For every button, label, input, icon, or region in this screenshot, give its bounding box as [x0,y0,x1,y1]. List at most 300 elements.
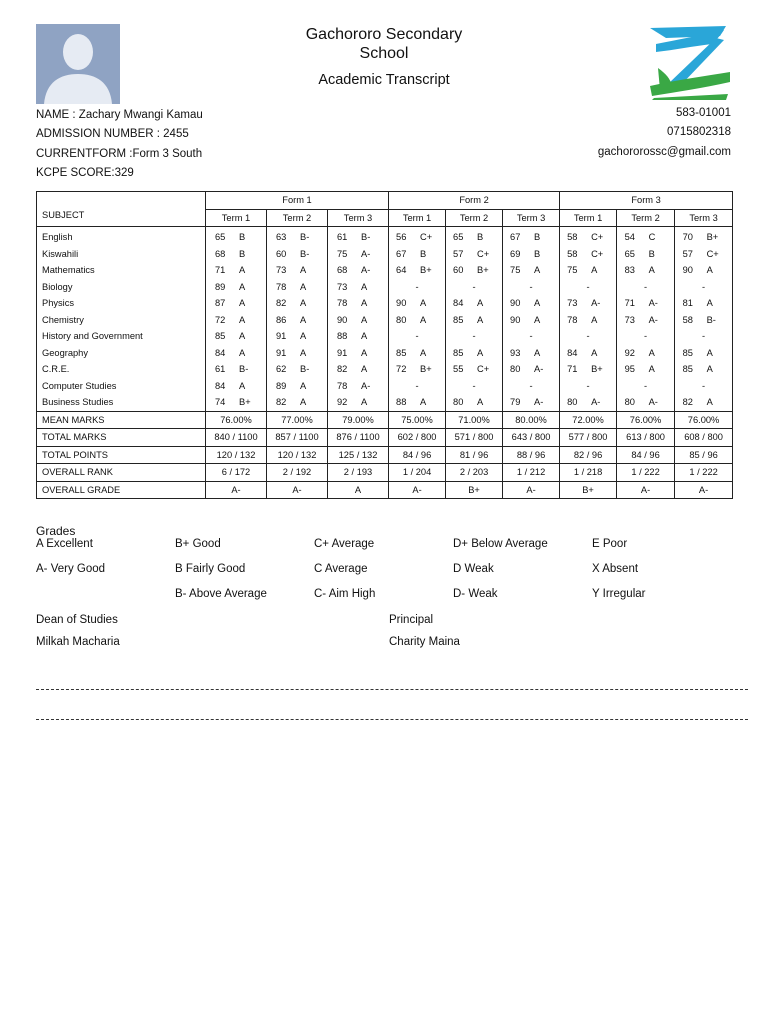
score-cell [267,262,328,279]
score-cell [206,227,267,246]
table-row [37,227,733,246]
legend-column [36,537,105,587]
table-row [37,394,733,411]
summary-label: TOTAL MARKS [37,429,206,447]
empty-mark: - [529,281,533,292]
table-row [37,246,733,263]
legend-column [453,537,548,612]
grade-value: A [706,364,713,375]
summary-row [37,446,733,464]
score-cell [267,345,328,362]
mark-value: 62 [276,364,287,375]
summary-value: 602 / 800 [389,429,446,447]
mark-value: 84 [215,380,226,391]
score-cell [206,262,267,279]
summary-value: 76.00% [617,411,675,429]
mark-value: 82 [337,364,348,375]
score-cell [503,394,560,411]
score-cell [328,227,389,246]
empty-mark: - [472,281,476,292]
score-cell [389,328,446,345]
subject-name: History and Government [37,328,206,345]
score-cell [675,227,733,246]
summary-value: 71.00% [446,411,503,429]
legend-item: X Absent [592,563,639,575]
mark-value: 75 [567,265,578,276]
grade-value: A [534,265,541,276]
empty-mark: - [472,331,476,342]
summary-value: 613 / 800 [617,429,675,447]
grade-value: A [591,314,598,325]
summary-value: 1 / 222 [617,464,675,482]
term-header: Term 3 [328,209,389,227]
mark-value: 84 [567,347,578,358]
mark-value: 58 [682,314,693,325]
mark-value: 85 [682,364,693,375]
score-cell [206,328,267,345]
grade-value: A [239,265,246,276]
legend-item: C+ Average [314,538,375,550]
mark-value: 89 [276,380,287,391]
grade-value: B+ [239,397,251,408]
table-row [37,328,733,345]
summary-value: 76.00% [675,411,733,429]
summary-value: 81 / 96 [446,446,503,464]
summary-label: OVERALL GRADE [37,481,206,499]
summary-row [37,429,733,447]
grade-value: B [477,232,484,243]
grade-value: A [239,380,246,391]
score-cell [446,279,503,296]
mark-value: 82 [276,397,287,408]
mark-value: 92 [624,347,635,358]
score-cell [446,312,503,329]
empty-mark: - [415,380,419,391]
mark-value: 89 [215,281,226,292]
summary-value: 2 / 192 [267,464,328,482]
empty-mark: - [702,331,706,342]
grade-value: B+ [706,232,719,243]
subject-name: Chemistry [37,312,206,329]
summary-value: 2 / 203 [446,464,503,482]
summary-value: 857 / 1100 [267,429,328,447]
score-cell [446,345,503,362]
table-row [37,378,733,395]
form-header: Form 1 [206,192,389,210]
mark-value: 61 [215,364,226,375]
principal-name: Charity Maina [389,636,460,648]
grade-value: A [534,347,541,358]
empty-mark: - [644,331,648,342]
grade-value: A [361,281,368,292]
score-cell [446,378,503,395]
grade-value: A- [361,380,371,391]
grade-value: B [534,248,541,259]
grade-value: A [239,314,246,325]
empty-mark: - [415,331,419,342]
score-cell [675,378,733,395]
summary-value: 643 / 800 [503,429,560,447]
score-cell [503,361,560,378]
grade-value: A [361,397,368,408]
summary-row [37,411,733,429]
page-title: Academic Transcript [318,72,450,88]
summary-value: 571 / 800 [446,429,503,447]
score-cell [267,361,328,378]
summary-value: 72.00% [560,411,617,429]
mark-value: 73 [276,265,287,276]
score-cell [503,378,560,395]
grade-value: B- [239,364,249,375]
score-cell [389,378,446,395]
summary-value: 84 / 96 [617,446,675,464]
summary-value: 84 / 96 [389,446,446,464]
form-header: Form 3 [560,192,733,210]
mark-value: 86 [276,314,287,325]
mark-value: 88 [337,331,348,342]
score-cell [560,361,617,378]
grade-value: B [534,232,541,243]
subject-name: C.R.E. [37,361,206,378]
mark-value: 93 [510,347,521,358]
mark-value: 78 [337,298,348,309]
grade-value: C+ [477,364,490,375]
mark-value: 71 [215,265,226,276]
mark-value: 80 [510,364,521,375]
grade-value: C+ [706,248,719,259]
score-cell [446,262,503,279]
score-cell [446,328,503,345]
summary-value: 1 / 222 [675,464,733,482]
summary-value: 88 / 96 [503,446,560,464]
empty-mark: - [644,281,648,292]
mark-value: 84 [453,298,464,309]
score-cell [389,312,446,329]
grade-value: A [420,314,427,325]
score-cell [389,394,446,411]
grade-value: A- [534,397,544,408]
score-cell [206,345,267,362]
dean-title: Dean of Studies [36,614,118,626]
score-cell [446,361,503,378]
summary-value: 1 / 212 [503,464,560,482]
school-name-line1: Gachororo Secondary [305,26,463,43]
score-cell [503,279,560,296]
score-cell [328,295,389,312]
score-cell [675,262,733,279]
school-logo [646,24,732,100]
summary-value: A [328,481,389,499]
summary-value: 6 / 172 [206,464,267,482]
subject-name: Business Studies [37,394,206,411]
mark-value: 65 [453,232,464,243]
grade-value: A- [591,298,601,309]
score-cell [446,394,503,411]
grade-value: B- [300,364,310,375]
grade-value: B+ [477,265,489,276]
summary-value: A- [675,481,733,499]
score-cell [617,361,675,378]
summary-value: 840 / 1100 [206,429,267,447]
score-cell [328,328,389,345]
mark-value: 55 [453,364,464,375]
mark-value: 64 [396,265,407,276]
results-table [36,191,733,499]
grade-value: A [300,397,307,408]
score-cell [503,227,560,246]
mark-value: 67 [396,248,407,259]
score-cell [560,227,617,246]
term-header: Term 1 [206,209,267,227]
summary-value: 125 / 132 [328,446,389,464]
summary-value: 85 / 96 [675,446,733,464]
score-cell [267,295,328,312]
term-header: Term 3 [675,209,733,227]
current-form: CURRENTFORM :Form 3 South [36,147,203,160]
grade-value: C+ [591,232,604,243]
grade-value: A [361,347,368,358]
mark-value: 87 [215,298,226,309]
summary-value: 1 / 218 [560,464,617,482]
summary-row [37,464,733,482]
score-cell [675,361,733,378]
school-name-line2: School [359,45,409,62]
mark-value: 80 [396,314,407,325]
summary-value: 120 / 132 [267,446,328,464]
legend-item: D Weak [453,563,494,575]
score-cell [328,262,389,279]
school-contact [598,104,731,162]
form-header: Form 2 [389,192,560,210]
grade-value: A [239,298,246,309]
empty-mark: - [472,380,476,391]
grade-value: B+ [420,265,432,276]
summary-value: 120 / 132 [206,446,267,464]
grade-value: A- [534,364,544,375]
grade-value: C+ [591,248,604,259]
summary-value: 608 / 800 [675,429,733,447]
score-cell [560,295,617,312]
score-cell [560,246,617,263]
score-cell [560,394,617,411]
mark-value: 57 [682,248,693,259]
score-cell [446,295,503,312]
summary-value: B+ [446,481,503,499]
mark-value: 75 [337,248,348,259]
score-cell [328,378,389,395]
mark-value: 72 [396,364,407,375]
grade-value: A [361,364,368,375]
score-cell [328,345,389,362]
term-header: Term 1 [560,209,617,227]
mark-value: 75 [510,265,521,276]
grade-value: B+ [591,364,603,375]
grade-value: B [239,248,246,259]
mark-value: 63 [276,232,287,243]
score-cell [328,312,389,329]
grade-value: A [477,347,484,358]
legend-item: B- Above Average [175,588,267,600]
score-cell [446,227,503,246]
score-cell [560,279,617,296]
term-header: Term 1 [389,209,446,227]
grade-value: A [648,347,655,358]
grade-value: A- [648,314,658,325]
grade-value: A [420,298,427,309]
mark-value: 85 [682,347,693,358]
mark-value: 95 [624,364,635,375]
score-cell [617,279,675,296]
mark-value: 61 [337,232,348,243]
grade-value: A [300,281,307,292]
score-cell [617,394,675,411]
divider-line [36,719,748,720]
empty-mark: - [644,380,648,391]
legend-item: B+ Good [175,538,221,550]
grade-value: C [648,232,656,243]
mark-value: 56 [396,232,407,243]
term-header: Term 2 [617,209,675,227]
student-name: NAME : Zachary Mwangi Kamau [36,109,203,121]
mark-value: 91 [276,331,287,342]
legend-column [314,537,375,612]
score-cell [206,295,267,312]
grade-value: A [706,397,713,408]
mark-value: 69 [510,248,521,259]
empty-mark: - [415,281,419,292]
legend-column [592,537,645,612]
legend-item: C Average [314,563,368,575]
term-header: Term 2 [267,209,328,227]
mark-value: 58 [567,232,578,243]
score-cell [560,378,617,395]
grade-value: B [648,248,655,259]
score-cell [560,345,617,362]
summary-value: 80.00% [503,411,560,429]
score-cell [503,345,560,362]
score-cell [617,227,675,246]
grade-value: A [648,265,655,276]
grade-value: C+ [477,248,490,259]
summary-value: 79.00% [328,411,389,429]
score-cell [617,246,675,263]
grade-value: A [239,347,246,358]
grade-value: A [361,314,368,325]
score-cell [675,279,733,296]
mark-value: 80 [624,397,635,408]
mark-value: 65 [215,232,226,243]
grade-value: A- [648,298,658,309]
table-row [37,345,733,362]
phone-number: 0715802318 [667,126,731,139]
summary-value: 75.00% [389,411,446,429]
score-cell [560,312,617,329]
summary-value: A- [267,481,328,499]
legend-item: C- Aim High [314,588,376,600]
score-cell [675,246,733,263]
grades-title: Grades [36,524,76,538]
grade-value: A [477,298,484,309]
subject-name: Physics [37,295,206,312]
grade-value: A- [648,397,658,408]
score-cell [675,345,733,362]
score-cell [389,295,446,312]
score-cell [267,279,328,296]
mark-value: 90 [396,298,407,309]
table-row [37,295,733,312]
grade-value: A [361,331,368,342]
mark-value: 68 [215,248,226,259]
summary-value: 1 / 204 [389,464,446,482]
mark-value: 68 [337,265,348,276]
table-row [37,361,733,378]
empty-mark: - [586,380,590,391]
score-cell [617,262,675,279]
mark-value: 90 [510,314,521,325]
legend-item: E Poor [592,538,628,550]
mark-value: 83 [624,265,635,276]
grade-value: B- [300,232,310,243]
mark-value: 67 [510,232,521,243]
empty-mark: - [702,380,706,391]
score-cell [389,279,446,296]
subject-name: English [37,227,206,246]
score-cell [389,345,446,362]
mark-value: 79 [510,397,521,408]
mark-value: 65 [624,248,635,259]
admission-number: ADMISSION NUMBER : 2455 [36,128,189,141]
score-cell [328,279,389,296]
score-cell [560,262,617,279]
summary-label: MEAN MARKS [37,411,206,429]
score-cell [675,394,733,411]
mark-value: 90 [337,314,348,325]
mark-value: 91 [337,347,348,358]
summary-value: 77.00% [267,411,328,429]
postal-address: 583-01001 [676,107,731,119]
table-row [37,312,733,329]
mark-value: 60 [276,248,287,259]
grade-value: A [648,364,655,375]
score-cell [617,328,675,345]
grade-value: B [239,232,246,243]
legend-item: D+ Below Average [453,538,548,550]
score-cell [560,328,617,345]
score-cell [267,394,328,411]
score-cell [206,361,267,378]
grade-value: B- [300,248,310,259]
score-cell [617,378,675,395]
term-header: Term 2 [446,209,503,227]
mark-value: 60 [453,265,464,276]
empty-mark: - [586,331,590,342]
mark-value: 58 [567,248,578,259]
divider-line [36,689,748,690]
score-cell [617,295,675,312]
grade-value: A [239,331,246,342]
grade-value: A [591,265,598,276]
score-cell [617,345,675,362]
grade-value: A [239,281,246,292]
mark-value: 90 [682,265,693,276]
results-body [37,227,733,499]
summary-row [37,481,733,499]
grade-value: A [706,265,713,276]
summary-value: 876 / 1100 [328,429,389,447]
score-cell [389,227,446,246]
score-cell [389,361,446,378]
score-cell [267,227,328,246]
